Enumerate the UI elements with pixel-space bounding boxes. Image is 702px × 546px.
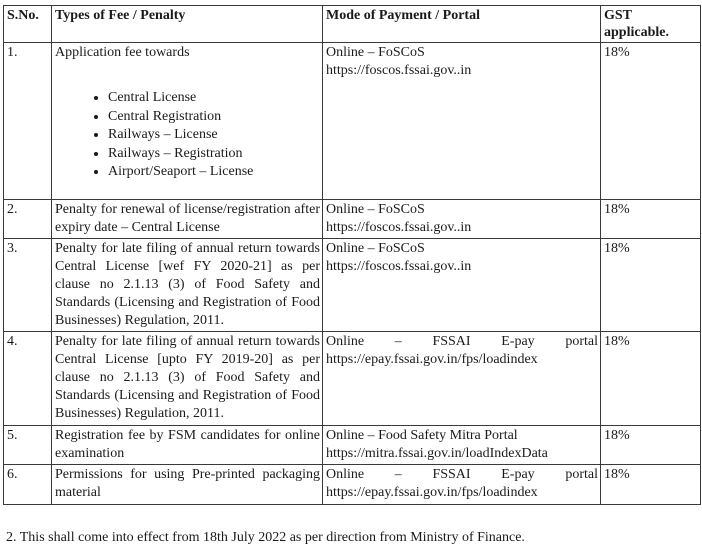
- cell-sno: 4.: [4, 332, 52, 426]
- cell-gst: 18%: [601, 239, 701, 332]
- table-row: [4, 200, 701, 239]
- portal-link[interactable]: https://mitra.fssai.gov.in/loadIndexData: [326, 446, 548, 461]
- cell-type: Permissions for using Pre-printed packaging material: [52, 465, 323, 505]
- header-type: Types of Fee / Penalty: [52, 6, 323, 43]
- cell-sno: 3.: [4, 239, 52, 332]
- cell-mode: [323, 200, 601, 239]
- fee-type-list: [55, 89, 320, 182]
- cell-type: Penalty for late filing of annual return towards Central License [wef FY 2020-21] as per clause no 2.1.13 (3) of Food Safety and Standards (Licensing and Registration of Food Businesses) Regulation, 2011.: [52, 239, 323, 332]
- fee-table: [3, 5, 701, 505]
- table-row: [4, 426, 701, 465]
- cell-sno: 2.: [4, 200, 52, 239]
- cell-mode: [323, 426, 601, 465]
- table-row: [4, 239, 701, 332]
- cell-gst: 18%: [601, 43, 701, 200]
- mode-text: Online – FoSCoS: [326, 45, 425, 60]
- portal-link[interactable]: https://foscos.fssai.gov..in: [326, 63, 472, 78]
- header-sno: S.No.: [4, 6, 52, 43]
- cell-mode: [323, 465, 601, 505]
- cell-gst: 18%: [601, 426, 701, 465]
- cell-type: [52, 43, 323, 200]
- cell-mode: [323, 43, 601, 200]
- list-item: • Central License: [108, 89, 320, 108]
- cell-gst: 18%: [601, 200, 701, 239]
- header-mode: Mode of Payment / Portal: [323, 6, 601, 43]
- list-item: • Central Registration: [108, 108, 320, 127]
- table-row: [4, 43, 701, 200]
- cell-mode: [323, 239, 601, 332]
- cell-sno: 6.: [4, 465, 52, 505]
- portal-link[interactable]: https://foscos.fssai.gov..in: [326, 220, 472, 235]
- cell-gst: 18%: [601, 465, 701, 505]
- table-row: [4, 465, 701, 505]
- table-row: [4, 332, 701, 426]
- mode-text: Online – FoSCoS: [326, 202, 425, 217]
- cell-gst: 18%: [601, 332, 701, 426]
- cell-type-text: Application fee towards: [55, 45, 190, 60]
- mode-text[interactable]: Online – FSSAI E-pay portal https://epay.fssai.gov.in/fps/loadindex: [326, 334, 598, 367]
- cell-sno: 5.: [4, 426, 52, 465]
- cell-type: Penalty for late filing of annual return towards Central License [upto FY 2019-20] as per clause no 2.1.13 (3) of Food Safety and Standards (Licensing and Registration of Food Businesses) Regulation, 2011.: [52, 332, 323, 426]
- mode-text[interactable]: Online – FSSAI E-pay portal https://epay.fssai.gov.in/fps/loadindex: [326, 467, 598, 500]
- list-item: • Airport/Seaport – License: [108, 163, 320, 182]
- portal-link[interactable]: https://foscos.fssai.gov..in: [326, 259, 472, 274]
- list-item: • Railways – License: [108, 126, 320, 145]
- header-gst: GST applicable.: [601, 6, 701, 43]
- table-header-row: [4, 6, 701, 43]
- cell-sno: 1.: [4, 43, 52, 200]
- mode-text: Online – Food Safety Mitra Portal: [326, 428, 518, 443]
- mode-text: Online – FoSCoS: [326, 241, 425, 256]
- cell-type: Registration fee by FSM candidates for online examination: [52, 426, 323, 465]
- footer-note: 2. This shall come into effect from 18th July 2022 as per direction from Ministry of Finance.: [6, 530, 525, 545]
- cell-mode: [323, 332, 601, 426]
- cell-type: Penalty for renewal of license/registration after expiry date – Central License: [52, 200, 323, 239]
- list-item: • Railways – Registration: [108, 145, 320, 164]
